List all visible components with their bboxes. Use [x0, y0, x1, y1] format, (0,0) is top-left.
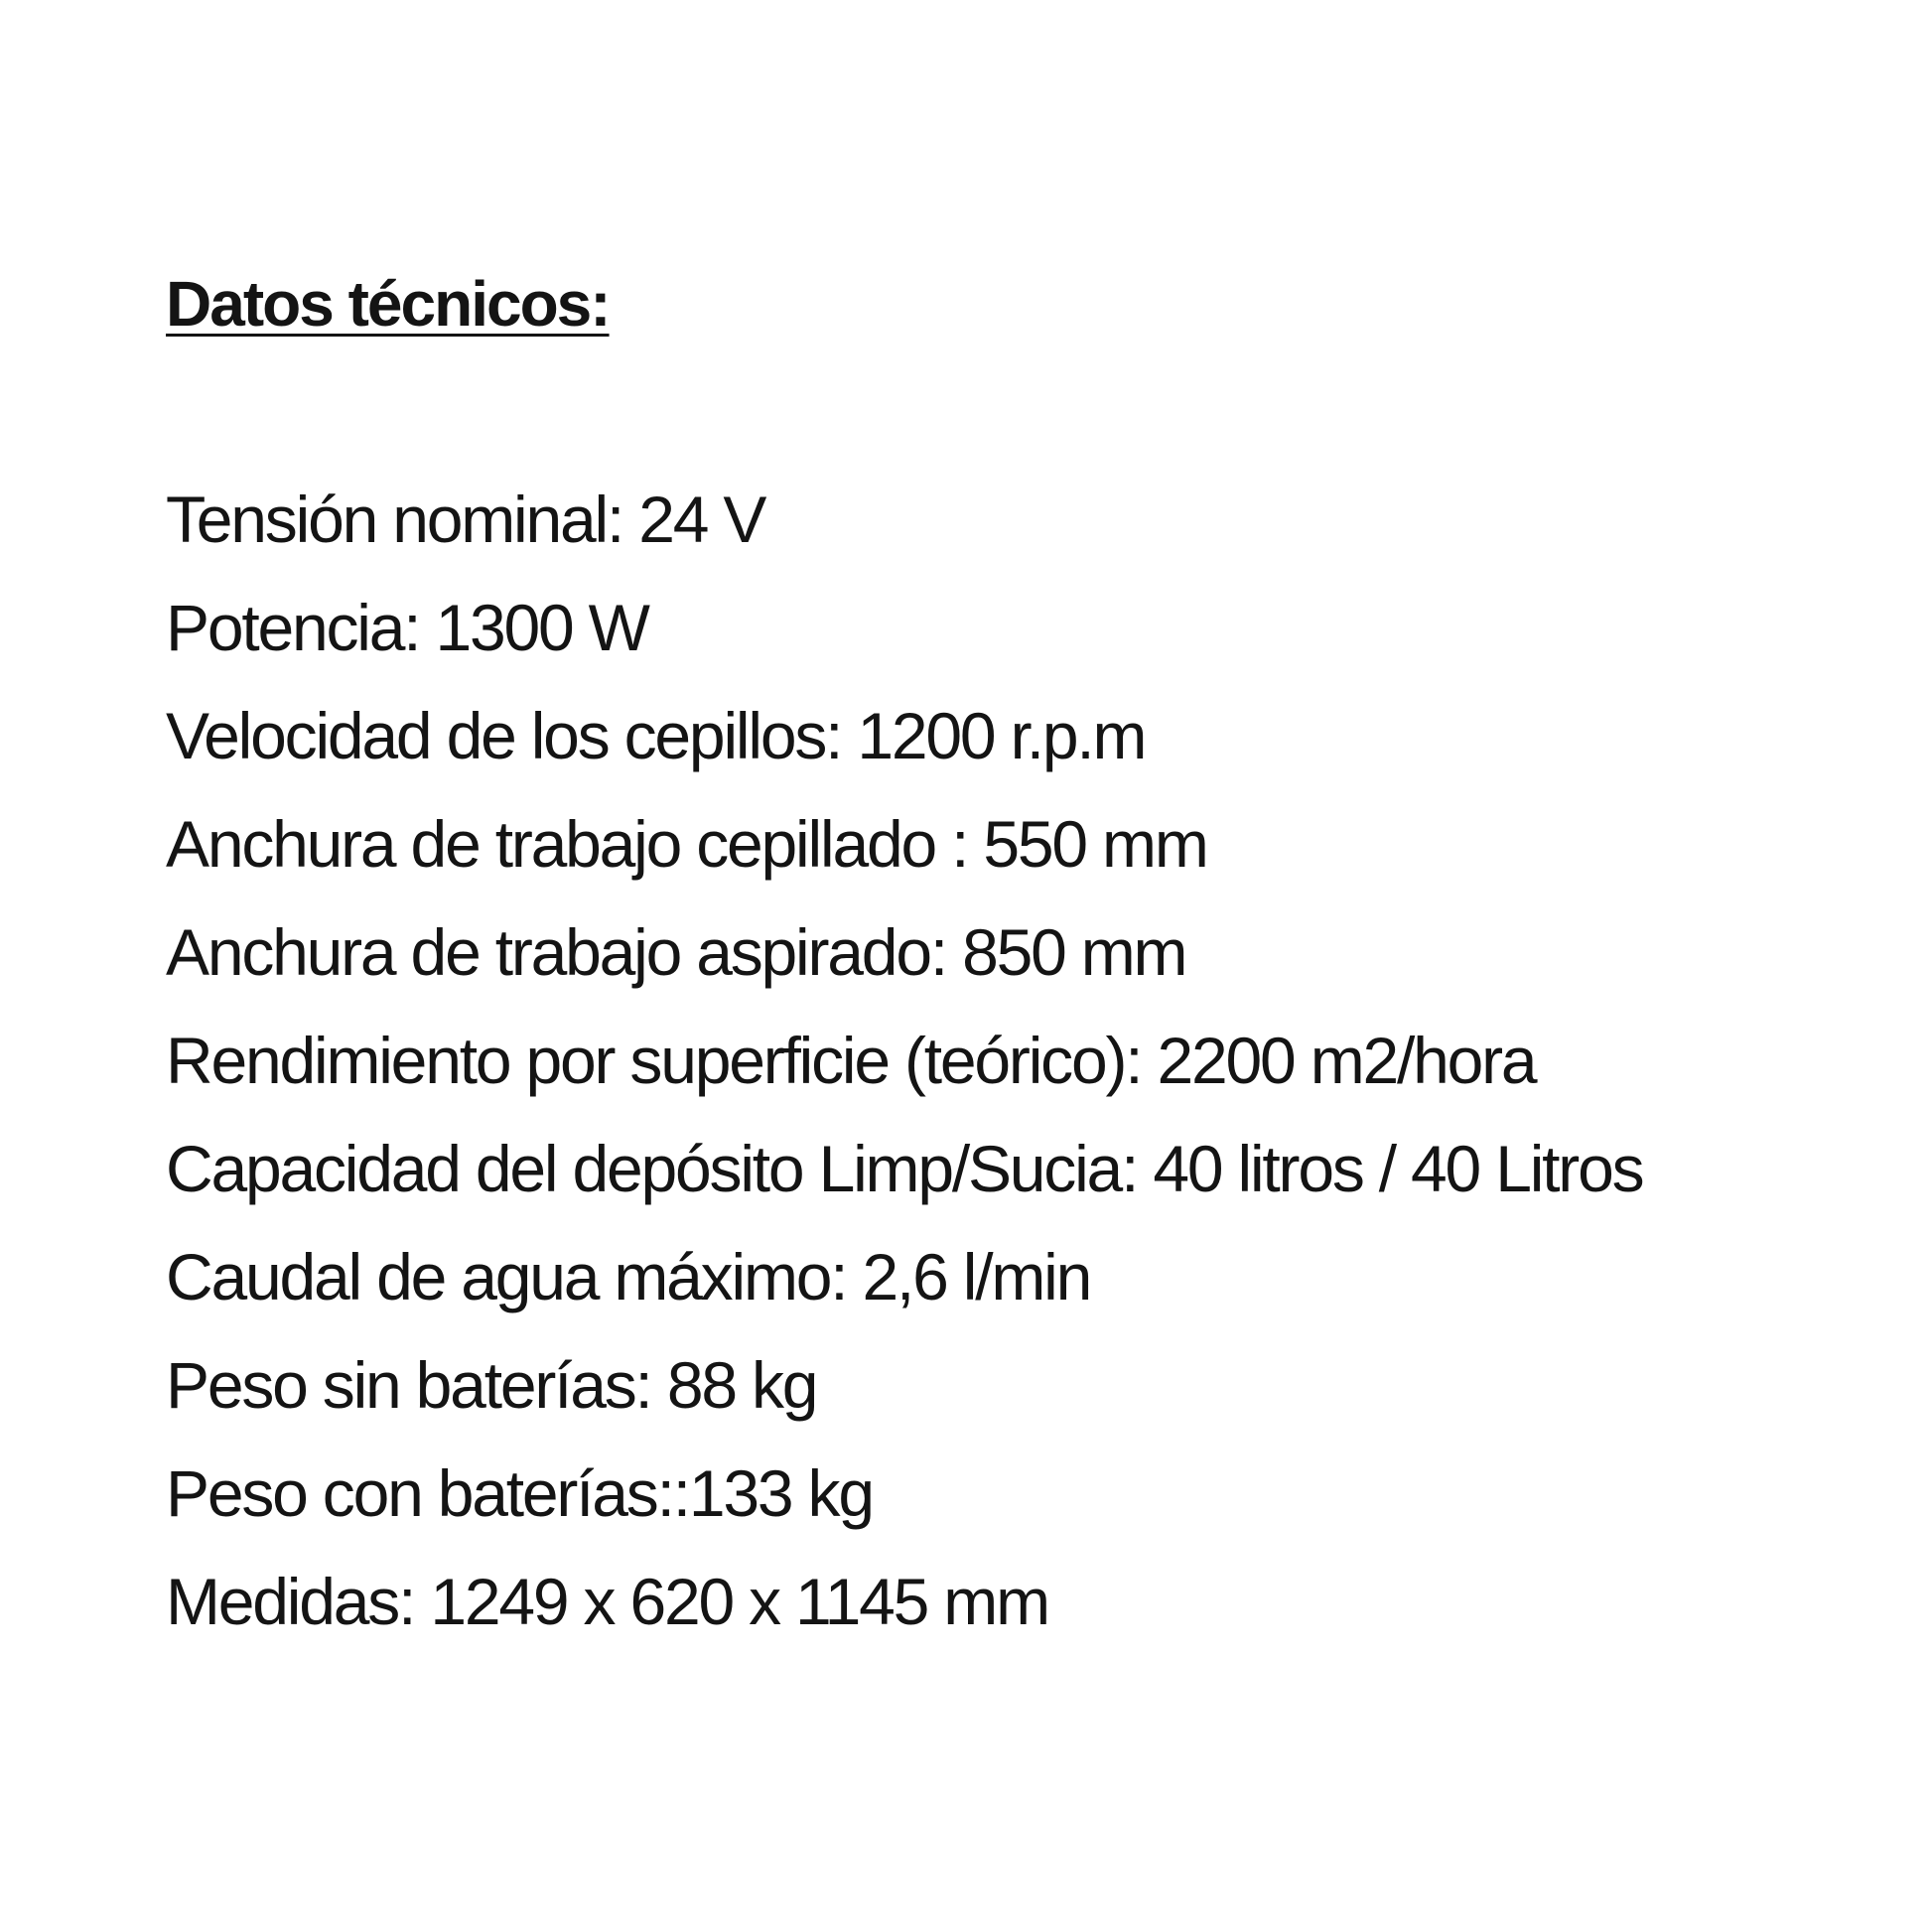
spec-rated-voltage: Tensión nominal: 24 V: [166, 483, 765, 556]
spec-brushing-width: Anchura de trabajo cepillado : 550 mm: [166, 807, 1207, 881]
spec-surface-performance: Rendimiento por superficie (teórico): 2200 m2/hora: [166, 1024, 1536, 1097]
spec-list: [166, 480, 1642, 1670]
page-title: Datos técnicos:: [166, 268, 610, 340]
spec-dimensions: Medidas: 1249 x 620 x 1145 mm: [166, 1565, 1048, 1638]
spec-brush-speed: Velocidad de los cepillos: 1200 r.p.m: [166, 699, 1146, 772]
spec-tank-capacity: Capacidad del depósito Limp/Sucia: 40 litros / 40 Litros: [166, 1132, 1643, 1205]
spec-max-water-flow: Caudal de agua máximo: 2,6 l/min: [166, 1240, 1091, 1313]
spec-power: Potencia: 1300 W: [166, 591, 648, 664]
spec-suction-width: Anchura de trabajo aspirado: 850 mm: [166, 915, 1186, 989]
spec-weight-with-batteries: Peso con baterías::133 kg: [166, 1456, 873, 1530]
spec-weight-without-batteries: Peso sin baterías: 88 kg: [166, 1348, 817, 1422]
